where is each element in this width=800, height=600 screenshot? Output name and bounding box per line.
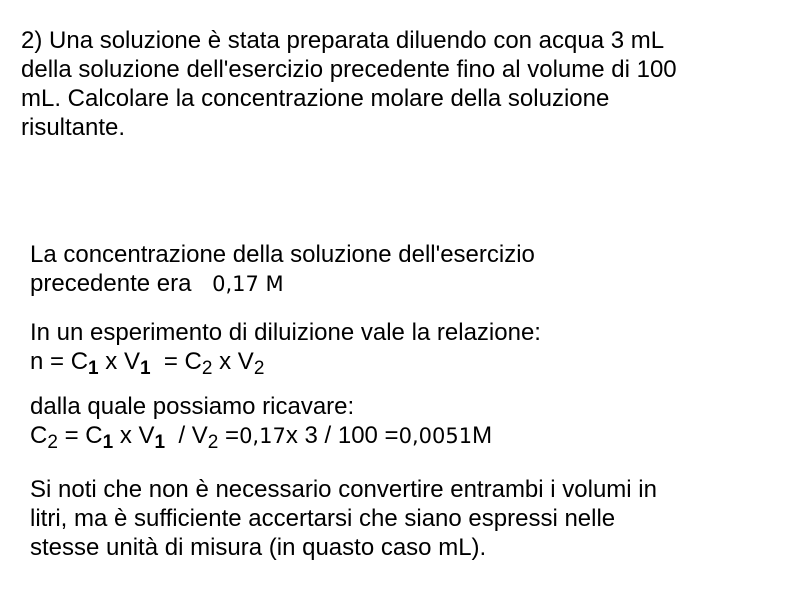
- subscript-1b: 1: [139, 358, 151, 379]
- derivation-formula: [30, 421, 492, 452]
- subscript-2b: 2: [253, 358, 265, 379]
- subscript-2: 2: [201, 358, 213, 379]
- deriv-eq: =: [218, 422, 240, 449]
- note-line-3: stesse unità di misura (in quasto caso mL).: [30, 534, 487, 561]
- deriv-sub-1: 1: [102, 432, 114, 453]
- relation-intro: In un esperimento di diluizione vale la relazione:: [30, 319, 541, 346]
- deriv-c: C: [30, 422, 48, 449]
- problem-line-2: della soluzione dell'esercizio precedente fino al volume di 100: [21, 56, 677, 83]
- deriv-c1-value: 0,17: [239, 424, 286, 448]
- derivation-intro: dalla quale possiamo ricavare:: [30, 393, 355, 420]
- given-value: 0,17 M: [212, 272, 284, 296]
- formula-x-v: x V: [98, 348, 140, 375]
- subscript-1: 1: [88, 358, 99, 379]
- derivation: [30, 392, 492, 452]
- deriv-div-v: / V: [165, 422, 208, 449]
- given-line-2-text: precedente era: [30, 270, 192, 297]
- deriv-sub-2: 2: [47, 432, 58, 453]
- deriv-x-v: x V: [113, 422, 155, 449]
- formula-x-v2: x V: [212, 348, 254, 375]
- note-line-1: Si noti che non è necessario convertire entrambi i volumi in: [30, 476, 657, 503]
- deriv-eq-c1: = C: [57, 422, 103, 449]
- dilution-relation: [30, 318, 541, 378]
- note-line-2: litri, ma è sufficiente accertarsi che siano espressi nelle: [30, 505, 616, 532]
- given-concentration: [30, 240, 535, 299]
- formula-n-c: n = C: [30, 348, 89, 375]
- deriv-unit: M: [472, 422, 493, 449]
- deriv-sub-2b: 2: [207, 432, 219, 453]
- given-line-2: [30, 269, 535, 299]
- note: [30, 475, 657, 562]
- problem-line-1: 2) Una soluzione è stata preparata diluendo con acqua 3 mL: [21, 27, 665, 54]
- relation-formula: [30, 347, 541, 378]
- problem-line-3: mL. Calcolare la concentrazione molare della soluzione: [21, 85, 610, 112]
- problem-statement: [21, 26, 677, 142]
- formula-eq-c: = C: [150, 348, 202, 375]
- problem-line-4: risultante.: [21, 114, 126, 141]
- given-line-1: La concentrazione della soluzione dell'esercizio: [30, 241, 535, 268]
- deriv-result: 0,0051: [398, 424, 473, 448]
- deriv-times: x 3 / 100 =: [285, 422, 399, 449]
- deriv-sub-1b: 1: [154, 432, 166, 453]
